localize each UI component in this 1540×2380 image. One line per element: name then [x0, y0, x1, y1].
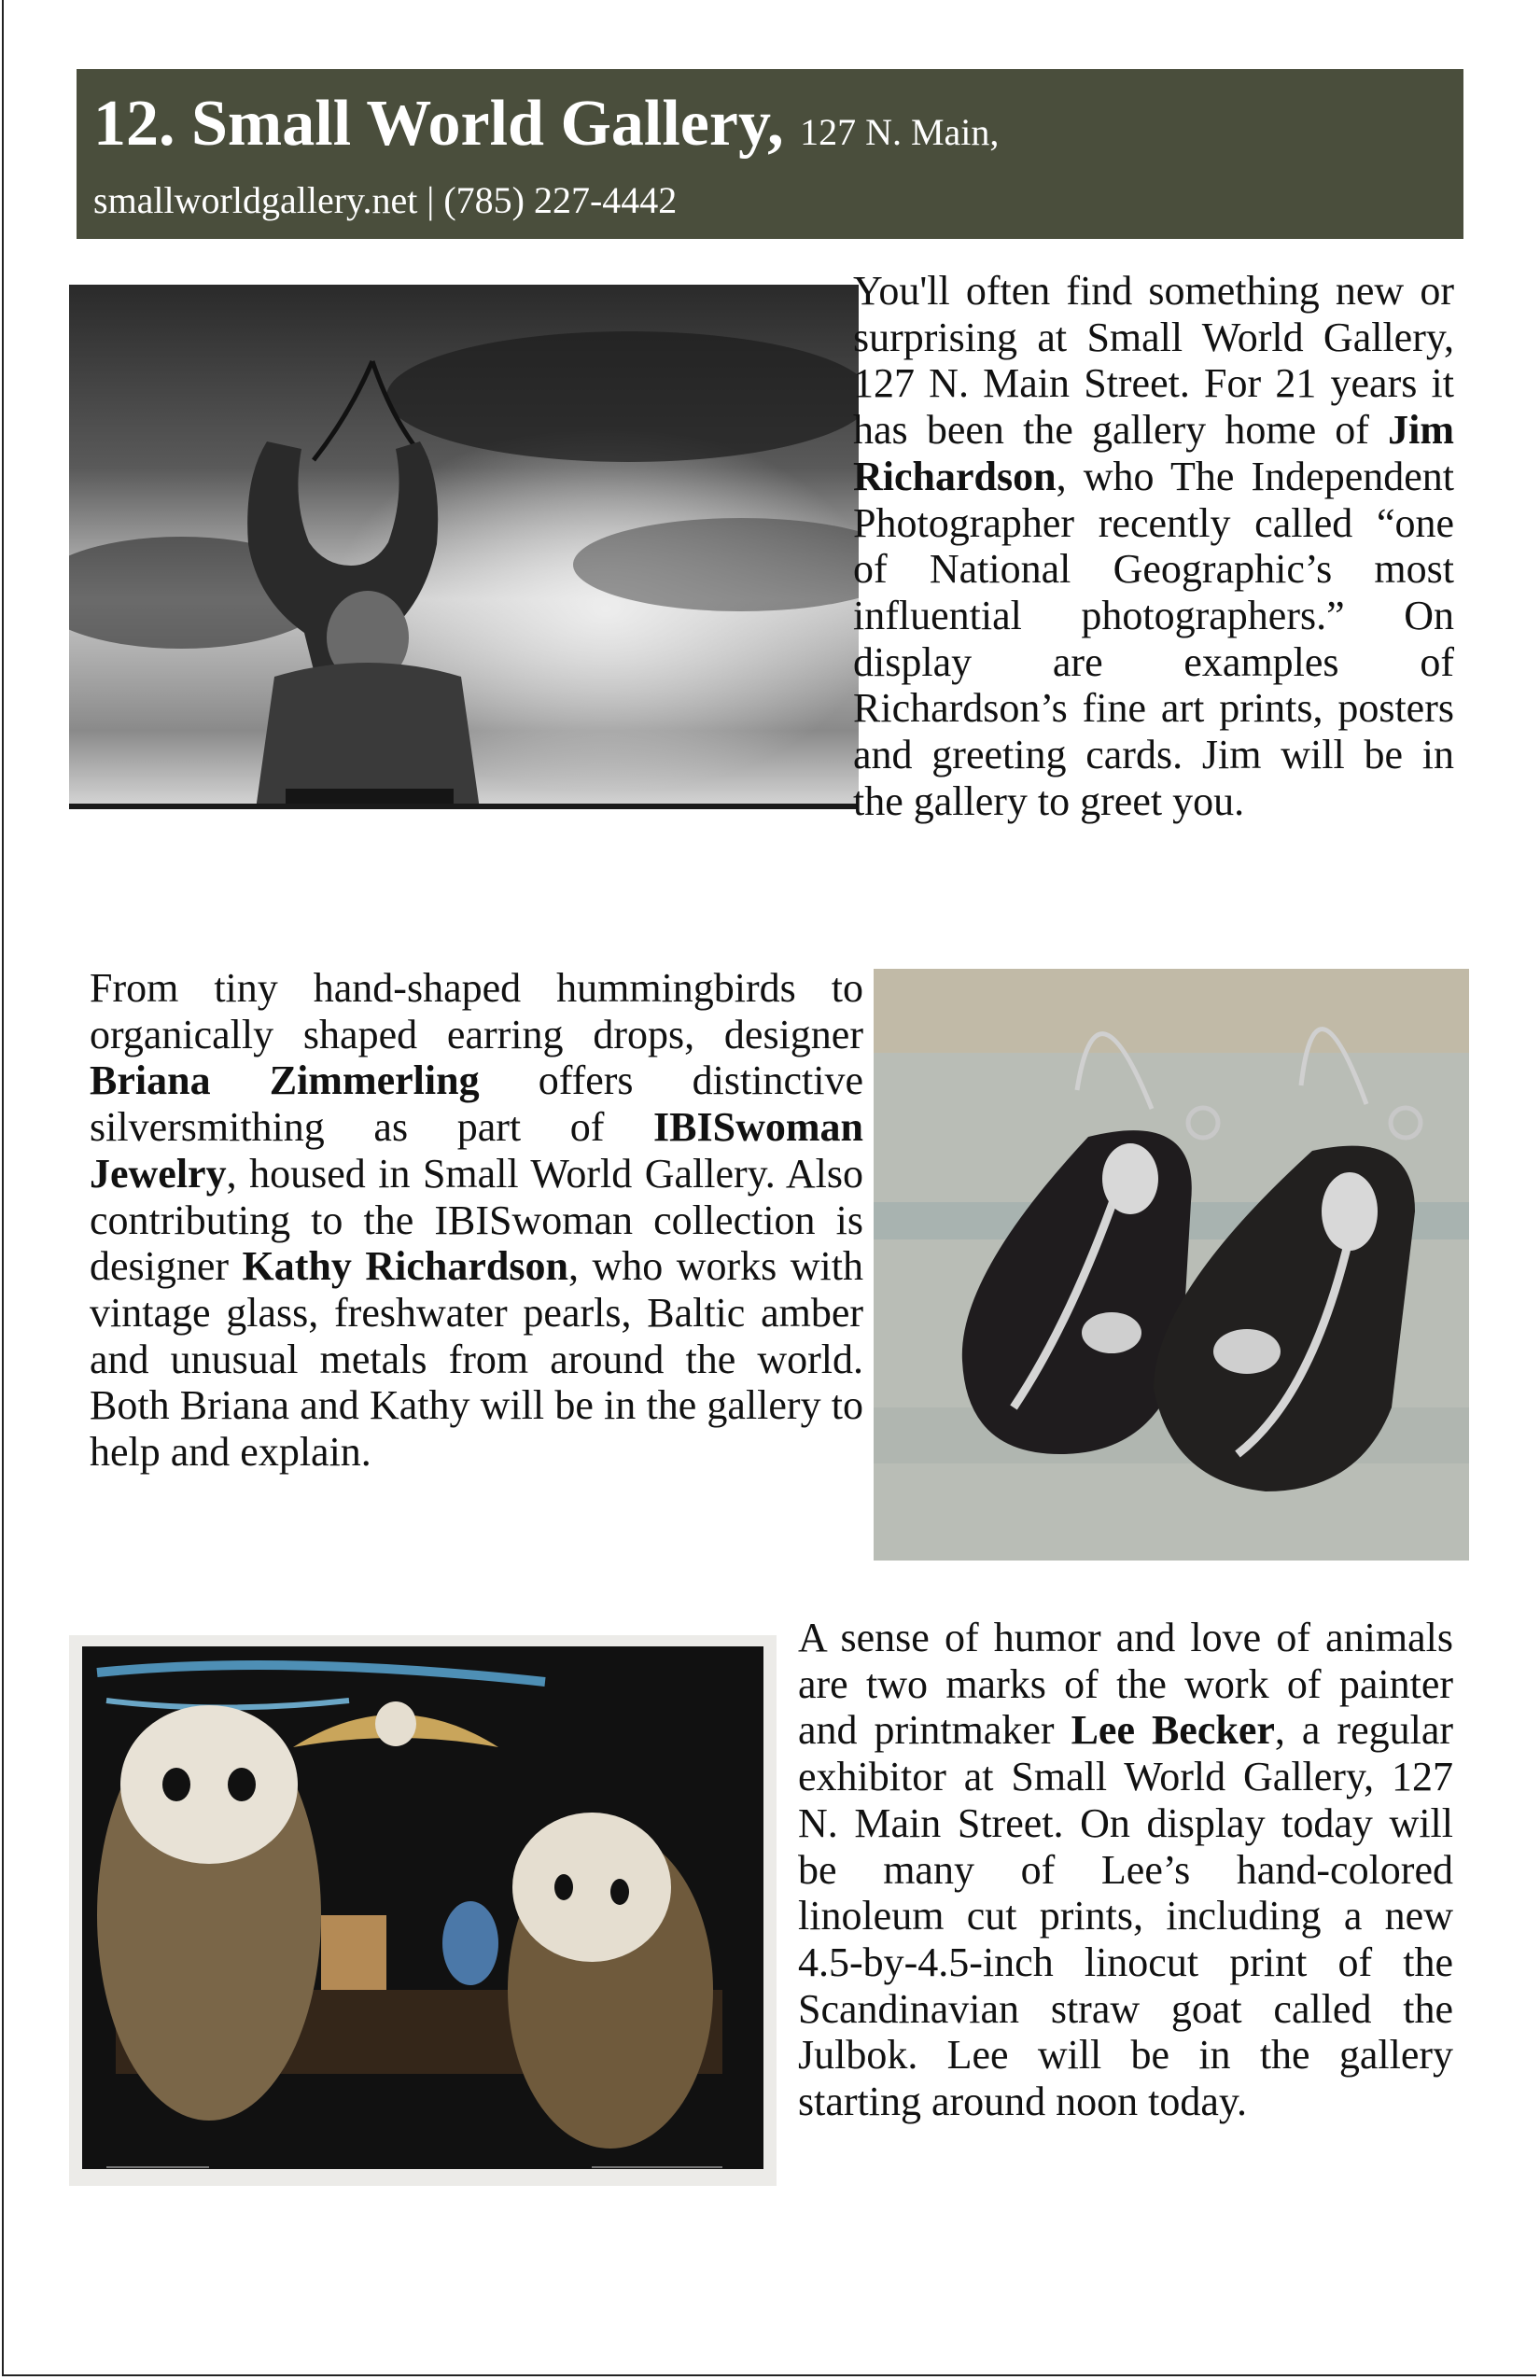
section-lee-becker: [798, 1615, 1453, 2125]
gallery-contact: smallworldgallery.net | (785) 227-4442: [93, 179, 678, 221]
gallery-name: Small World Gallery,: [191, 88, 784, 160]
photo-earrings: [874, 969, 1469, 1561]
artist-name-jim-richardson: Jim Richardson: [853, 407, 1454, 499]
section-ibiswoman-jewelry: [90, 965, 863, 1476]
artist-name-kathy-richardson: Kathy Richardson: [242, 1243, 568, 1290]
section2-text-1: From tiny hand-shaped hummingbirds to organically shaped earring drops, designer: [90, 965, 863, 1057]
header-title-line: [93, 82, 1463, 175]
gallery-address: 127 N. Main,: [800, 111, 1000, 153]
artist-name-lee-becker: Lee Becker: [1071, 1707, 1275, 1754]
gallery-number: 12.: [93, 88, 175, 160]
photo-wrap-spacer: [69, 268, 853, 811]
section1-text-2: , who The Independent Photographer recently called “one of National Geographic’s most influential photographers.” On display are examples of Richardson’s fine art prints, posters and greeting cards. Jim will be in the gallery to greet you.: [853, 453, 1454, 824]
gallery-header: [77, 69, 1463, 239]
brand-ibiswoman-jewelry: IBISwoman Jewelry: [90, 1104, 863, 1197]
photo-owl-linocut: [69, 1635, 777, 2186]
section3-text-1: A sense of humor and love of animals are two marks of the work of painter and printmaker: [798, 1615, 1453, 1754]
section1-text-1: You'll often find something new or surprising at Small World Gallery, 127 N. Main Street. For 21 years it has been the gallery home of: [853, 268, 1454, 454]
section-jim-richardson: [90, 268, 1454, 824]
artist-name-briana-zimmerling: Briana Zimmerling: [90, 1057, 480, 1104]
section2-text-4: , who works with vintage glass, freshwater pearls, Baltic amber and unusual metals from around the world. Both Briana and Kathy will be in the gallery to help and explain.: [90, 1243, 863, 1476]
section2-text-2: offers distinctive silversmithing as part of: [90, 1057, 863, 1151]
section3-text-2: , a regular exhibitor at Small World Gallery, 127 N. Main Street. On display today will be many of Lee’s hand-colored linoleum cut prints, including a new 4.5-by-4.5-inch linocut print of the Scandinavian straw goat called the Julbok. Lee will be in the gallery starting around noon today.: [798, 1707, 1454, 2125]
section2-text-3: , housed in Small World Gallery. Also contributing to the IBISwoman collection is designer: [90, 1150, 863, 1290]
